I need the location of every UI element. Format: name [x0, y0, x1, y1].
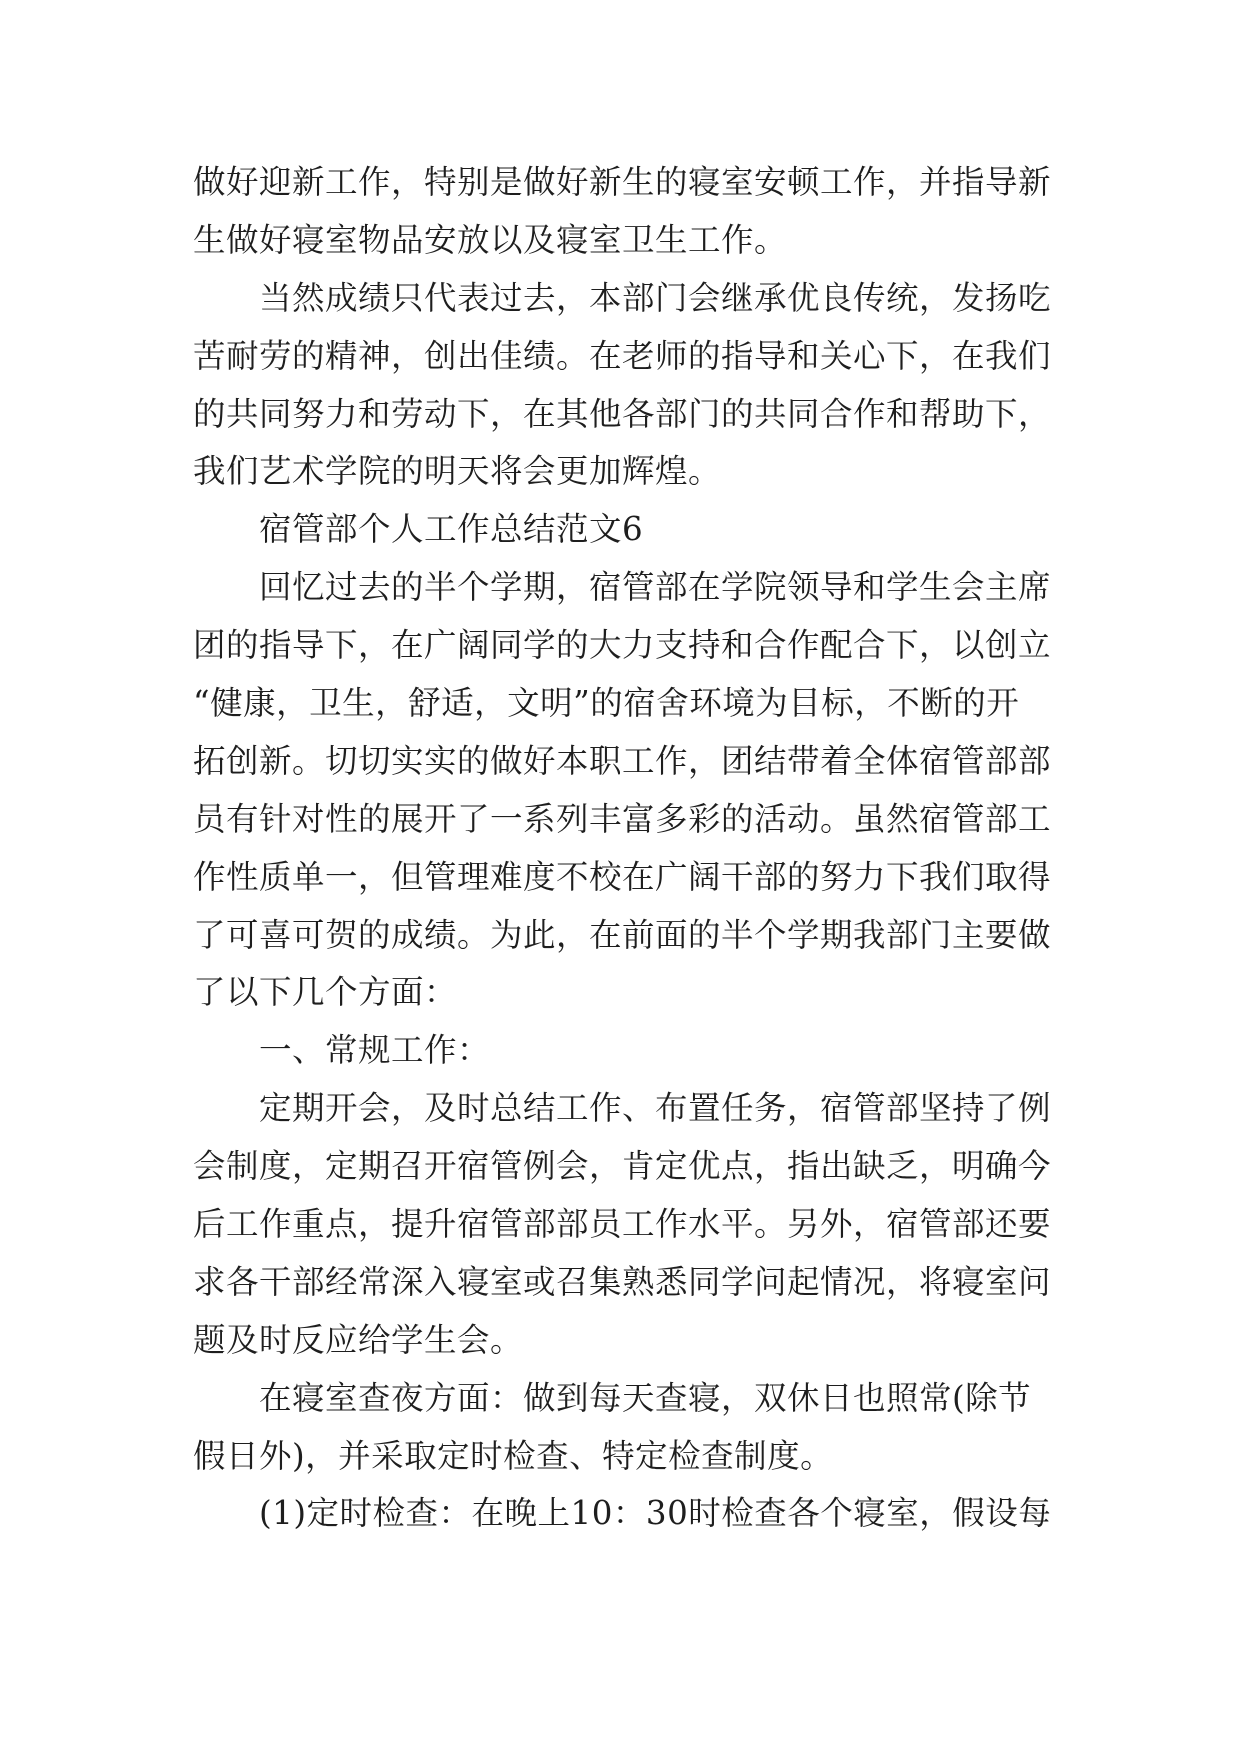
text-line: 做好迎新工作，特别是做好新生的寝室安顿工作，并指导新 — [193, 163, 1052, 201]
text-line: 拓创新。切切实实的做好本职工作，团结带着全体宿管部部 — [193, 741, 1052, 780]
text-line: (1)定时检查：在晚上10：30时检查各个寝室，假设每 — [259, 1494, 1052, 1533]
text-line: 员有针对性的展开了一系列丰富多彩的活动。虽然宿管部工 — [193, 799, 1052, 838]
text-line: 生做好寝室物品安放以及寝室卫生工作。 — [193, 220, 788, 259]
text-line: 会制度，定期召开宿管例会，肯定优点，指出缺乏，明确今 — [193, 1147, 1052, 1186]
text-line: 了以下几个方面： — [193, 973, 458, 1012]
text-line: 作性质单一，但管理难度不校在广阔干部的努力下我们取得 — [193, 857, 1052, 896]
document-body — [193, 154, 1053, 1543]
text-line: 回忆过去的半个学期，宿管部在学院领导和学生会主席 — [259, 568, 1052, 607]
text-line: 题及时反应给学生会。 — [193, 1320, 524, 1359]
text-line: 团的指导下，在广阔同学的大力支持和合作配合下，以创立 — [193, 626, 1052, 665]
text-line: 后工作重点，提升宿管部部员工作水平。另外，宿管部还要 — [193, 1205, 1052, 1244]
text-line: 求各干部经常深入寝室或召集熟悉同学问起情况，将寝室问 — [193, 1262, 1052, 1301]
text-line: 我们艺术学院的明天将会更加辉煌。 — [193, 452, 722, 491]
text-line: 了可喜可贺的成绩。为此，在前面的半个学期我部门主要做 — [193, 915, 1052, 954]
text-line: 宿管部个人工作总结范文6 — [259, 510, 644, 549]
text-line: 苦耐劳的精神，创出佳绩。在老师的指导和关心下，在我们 — [193, 336, 1052, 375]
text-line: 的共同努力和劳动下，在其他各部门的共同合作和帮助下， — [193, 394, 1052, 433]
text-line: 假日外)，并采取定时检查、特定检查制度。 — [193, 1436, 834, 1475]
text-line: 定期开会，及时总结工作、布置任务，宿管部坚持了例 — [259, 1089, 1052, 1128]
text-line: 一、常规工作： — [259, 1031, 491, 1070]
text-line: 当然成绩只代表过去，本部门会继承优良传统，发扬吃 — [259, 278, 1052, 317]
text-line: “健康，卫生，舒适，文明”的宿舍环境为目标，不断的开 — [193, 684, 1020, 723]
text-line: 在寝室查夜方面：做到每天查寝，双休日也照常(除节 — [259, 1378, 1032, 1417]
